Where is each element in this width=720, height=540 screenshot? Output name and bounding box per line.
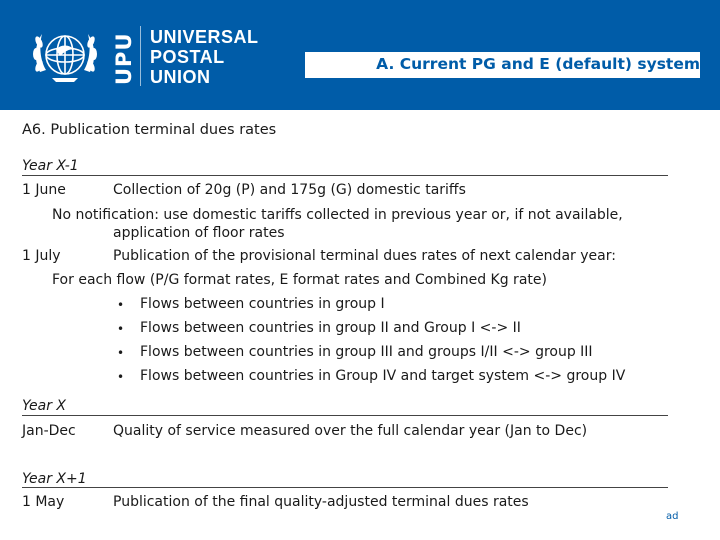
upu-logo-mark: UPU bbox=[112, 32, 136, 85]
year-x-plus-1-rule bbox=[22, 487, 668, 488]
row-date-1-june: 1 June bbox=[22, 182, 66, 198]
year-x-minus-1-rule bbox=[22, 175, 668, 176]
year-x-rule bbox=[22, 415, 668, 416]
note-line-2: application of floor rates bbox=[113, 225, 285, 241]
bullet-icon: • bbox=[117, 298, 125, 312]
upu-emblem-icon bbox=[30, 22, 100, 88]
bullet-icon: • bbox=[117, 346, 125, 360]
row-date-1-july: 1 July bbox=[22, 248, 61, 264]
section-title: A6. Publication terminal dues rates bbox=[22, 122, 277, 138]
year-x-plus-1-label: Year X+1 bbox=[22, 471, 87, 487]
list-item: Flows between countries in group I bbox=[140, 296, 385, 312]
year-x-minus-1-label: Year X-1 bbox=[22, 158, 79, 174]
row-date-jan-dec: Jan-Dec bbox=[22, 423, 76, 439]
logo-line-2: POSTAL bbox=[150, 47, 225, 67]
note-line-1: No notification: use domestic tariffs collected in previous year or, if not available, bbox=[52, 207, 623, 223]
list-item: Flows between countries in group II and Group I <-> II bbox=[140, 320, 521, 336]
year-x-label: Year X bbox=[22, 398, 67, 414]
upu-logo-text bbox=[150, 27, 259, 87]
row-date-1-may: 1 May bbox=[22, 494, 65, 510]
bullet-icon: • bbox=[117, 370, 125, 384]
row-text-final-publication: Publication of the final quality-adjusted terminal dues rates bbox=[113, 494, 529, 510]
bullet-icon: • bbox=[117, 322, 125, 336]
flow-intro: For each flow (P/G format rates, E format rates and Combined Kg rate) bbox=[52, 272, 547, 288]
list-item: Flows between countries in Group IV and target system <-> group IV bbox=[140, 368, 626, 384]
row-text-collection: Collection of 20g (P) and 175g (G) domestic tariffs bbox=[113, 182, 466, 198]
list-item: Flows between countries in group III and groups I/II <-> group III bbox=[140, 344, 593, 360]
logo-line-1: UNIVERSAL bbox=[150, 27, 259, 47]
footer-mark: ad bbox=[666, 511, 679, 522]
logo-divider bbox=[140, 26, 141, 86]
logo-line-3: UNION bbox=[150, 67, 211, 87]
row-text-quality: Quality of service measured over the full calendar year (Jan to Dec) bbox=[113, 423, 588, 439]
header-title: A. Current PG and E (default) system bbox=[305, 52, 700, 78]
header-bar bbox=[0, 0, 720, 110]
row-text-publication-provisional: Publication of the provisional terminal dues rates of next calendar year: bbox=[113, 248, 616, 264]
